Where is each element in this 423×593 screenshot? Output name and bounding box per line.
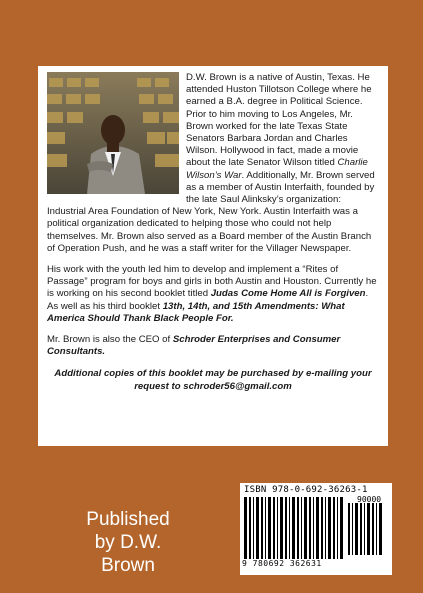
barcode-bar [289, 497, 290, 559]
barcode-bar [292, 497, 295, 559]
barcode-bar [355, 503, 358, 555]
ordering-info: Additional copies of this booklet may be purchased by e-mailing your request to schroder56@gmail.com [54, 368, 372, 392]
barcode-bar [253, 497, 254, 559]
barcode-bar [360, 503, 362, 555]
barcode-bar [313, 497, 314, 559]
barcode-bar [379, 503, 382, 555]
barcode-bar [256, 497, 259, 559]
text-run: His work with the youth led him to develop and implement a “Rites of Passage” program for boys and girls in both Austin and Houston. Currently he is working on his second booklet titled [47, 264, 377, 300]
bio-paragraph-3 [47, 334, 379, 358]
barcode-bar [348, 503, 350, 555]
barcode-bar [333, 497, 335, 559]
text-run: Mr. Brown is also the CEO of [47, 334, 173, 346]
author-bio-panel [38, 66, 388, 446]
barcode-bar [352, 503, 353, 555]
barcode-bar [268, 497, 271, 559]
author-photo [47, 72, 179, 194]
text-run: Judas Come Home All is Forgiven [210, 288, 366, 300]
barcode-bar [249, 497, 251, 559]
barcode-bar [285, 497, 287, 559]
barcode-bar [376, 503, 377, 555]
barcode-digits: 9 780692 362631 [242, 559, 322, 568]
publisher-credit: Published by D.W. Brown [86, 509, 170, 576]
barcode-bar [321, 497, 323, 559]
text-run: D.W. Brown is a native of Austin, Texas. He attended Huston Tillotson College where he earned a B.A. degree in Political Science. Prior to him moving to Los Angeles, Mr. Brown worked for the late Texas State Senators Barbara Jordan and Charles Wilson. Hollywood in fact, made a movie about the late Senator Wilson titled [186, 72, 372, 169]
barcode-bar [316, 497, 319, 559]
barcode-bar [325, 497, 326, 559]
text-run: Charlie Wilson’s War [186, 157, 368, 181]
barcode-bar [337, 497, 338, 559]
barcode-bar [328, 497, 331, 559]
barcode-bar [244, 497, 247, 559]
barcode-bar [304, 497, 307, 559]
barcode-bar [297, 497, 299, 559]
bio-paragraph-2 [47, 264, 379, 325]
barcode-bar [309, 497, 311, 559]
barcode-bar [280, 497, 283, 559]
barcode-bar [261, 497, 263, 559]
text-run: . As well as his third booklet [47, 288, 369, 312]
barcode-bar [340, 497, 343, 559]
barcode-bar [364, 503, 365, 555]
barcode-bar [265, 497, 266, 559]
isbn-barcode [240, 483, 392, 575]
barcode-bar [367, 503, 370, 555]
text-run: Schroder Enterprises and Consumer Consultants. [47, 334, 341, 358]
text-run: 13th, 14th, and 15th Amendments: What America Should Thank Black People For. [47, 300, 345, 324]
supplement-bars [348, 503, 390, 575]
price-supplement: 90000 [357, 495, 382, 504]
barcode-bar [277, 497, 278, 559]
isbn-number: ISBN 978-0-692-36263-1 [244, 485, 368, 495]
barcode-bar [372, 503, 374, 555]
barcode-bars [244, 497, 344, 559]
text-run: . Additionally, Mr. Brown served as a member of Austin Interfaith, founded by the late Saul Alinksky’s organization: Industrial Area Foundation of New York, New York. Austin Interfaith was a political organization dedicated to helping those who could not help themselves. Mr. Brown also served as a Board member of the Austin Branch of Operation Push, and he was a staff writer for the Villager Newspaper. [47, 169, 375, 254]
barcode-bar [273, 497, 275, 559]
barcode-bar [301, 497, 302, 559]
